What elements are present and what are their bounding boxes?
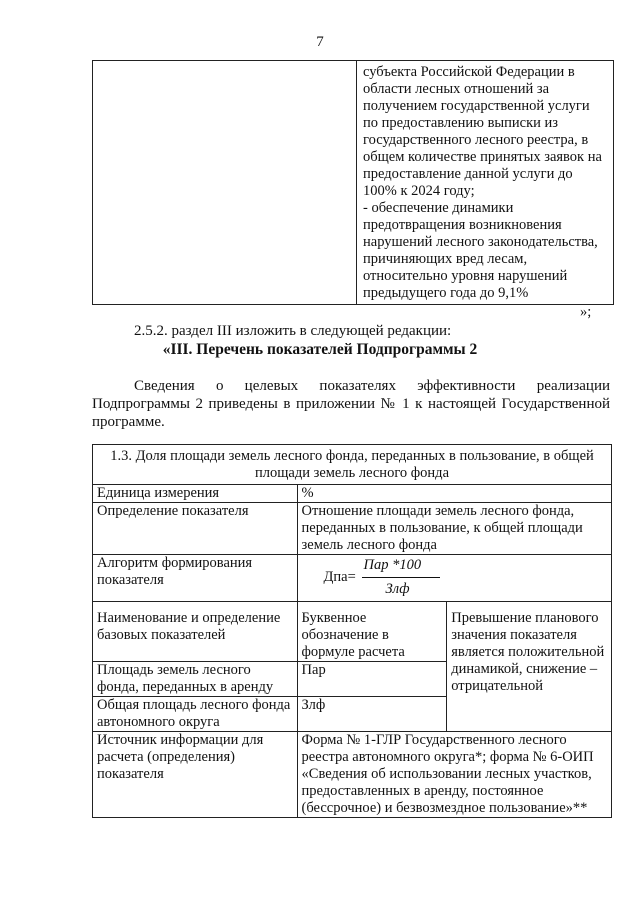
text-line: предотвращения возникновения <box>363 217 562 233</box>
empty-left-cell <box>93 61 357 305</box>
text-line: общем количестве принятых заявок на <box>363 149 602 165</box>
indicator-passport-table <box>92 444 612 818</box>
text-line: относительно уровня нарушений <box>363 268 568 284</box>
text-line: причиняющих вред лесам, <box>363 251 528 267</box>
rent-area-label: Площадь земель лесного фонда, переданных в аренду <box>93 662 298 697</box>
algorithm-label: Алгоритм формирования показателя <box>93 555 298 602</box>
text-line: области лесных отношений за <box>363 81 550 97</box>
total-area-label: Общая площадь лесного фонда автономного округа <box>93 697 298 732</box>
source-label: Источник информации для расчета (определения) показателя <box>93 732 298 818</box>
text-line: субъекта Российской Федерации в <box>363 64 575 80</box>
source-value: Форма № 1-ГЛР Государственного лесного реестра автономного округа*; форма № 6-ОИП «Сведения об использовании лесных участков, предоставленных в аренду, постоянное (бессрочное) и безвозмездное пользование»** <box>297 732 611 818</box>
indicator-title: 1.3. Доля площади земель лесного фонда, переданных в пользование, в общей площади земель лесного фонда <box>93 445 612 485</box>
formula-numerator: Пар *100 <box>363 557 422 573</box>
section-heading: «III. Перечень показателей Подпрограммы 2 <box>162 341 478 358</box>
formula-lhs: Дпа= <box>323 569 356 585</box>
text-line: государственного лесного реестра, в <box>363 132 589 148</box>
formula-cell <box>297 555 611 602</box>
total-area-letter: Злф <box>297 697 447 732</box>
fraction-bar <box>362 577 440 578</box>
page-number: 7 <box>316 34 324 50</box>
unit-label: Единица измерения <box>93 485 298 503</box>
letter-label: Буквенное обозначение в формуле расчета <box>297 602 447 662</box>
formula-denominator: Злф <box>385 581 410 597</box>
amendment-item: 2.5.2. раздел III изложить в следующей редакции: <box>134 323 452 339</box>
definition-label: Определение показателя <box>93 503 298 555</box>
text-line: предоставление данной услуги до <box>363 166 573 182</box>
text-line: получением государственной услуги <box>363 98 590 114</box>
closing-quote: »; <box>580 304 592 320</box>
text-line: - обеспечение динамики <box>363 200 514 216</box>
rent-area-letter: Пар <box>297 662 447 697</box>
continuation-text-cell <box>357 61 614 305</box>
definition-value: Отношение площади земель лесного фонда, переданных в пользование, к общей площади земель лесного фонда <box>297 503 611 555</box>
text-line: нарушений лесного законодательства, <box>363 234 598 250</box>
continuation-table <box>92 60 614 305</box>
body-paragraph: Сведения о целевых показателях эффективности реализации Подпрограммы 2 приведены в приложении № 1 к настоящей Государственной программе. <box>92 378 610 430</box>
base-name-label: Наименование и определение базовых показателей <box>93 602 298 662</box>
text-line: 100% к 2024 году; <box>363 183 475 199</box>
text-line: по предоставлению выписки из <box>363 115 559 131</box>
dynamics-note: Превышение планового значения показателя является положительной динамикой, снижение – отрицательной <box>447 602 612 732</box>
unit-value: % <box>297 485 611 503</box>
text-line: предыдущего года до 9,1% <box>363 285 529 301</box>
formula <box>302 555 607 601</box>
